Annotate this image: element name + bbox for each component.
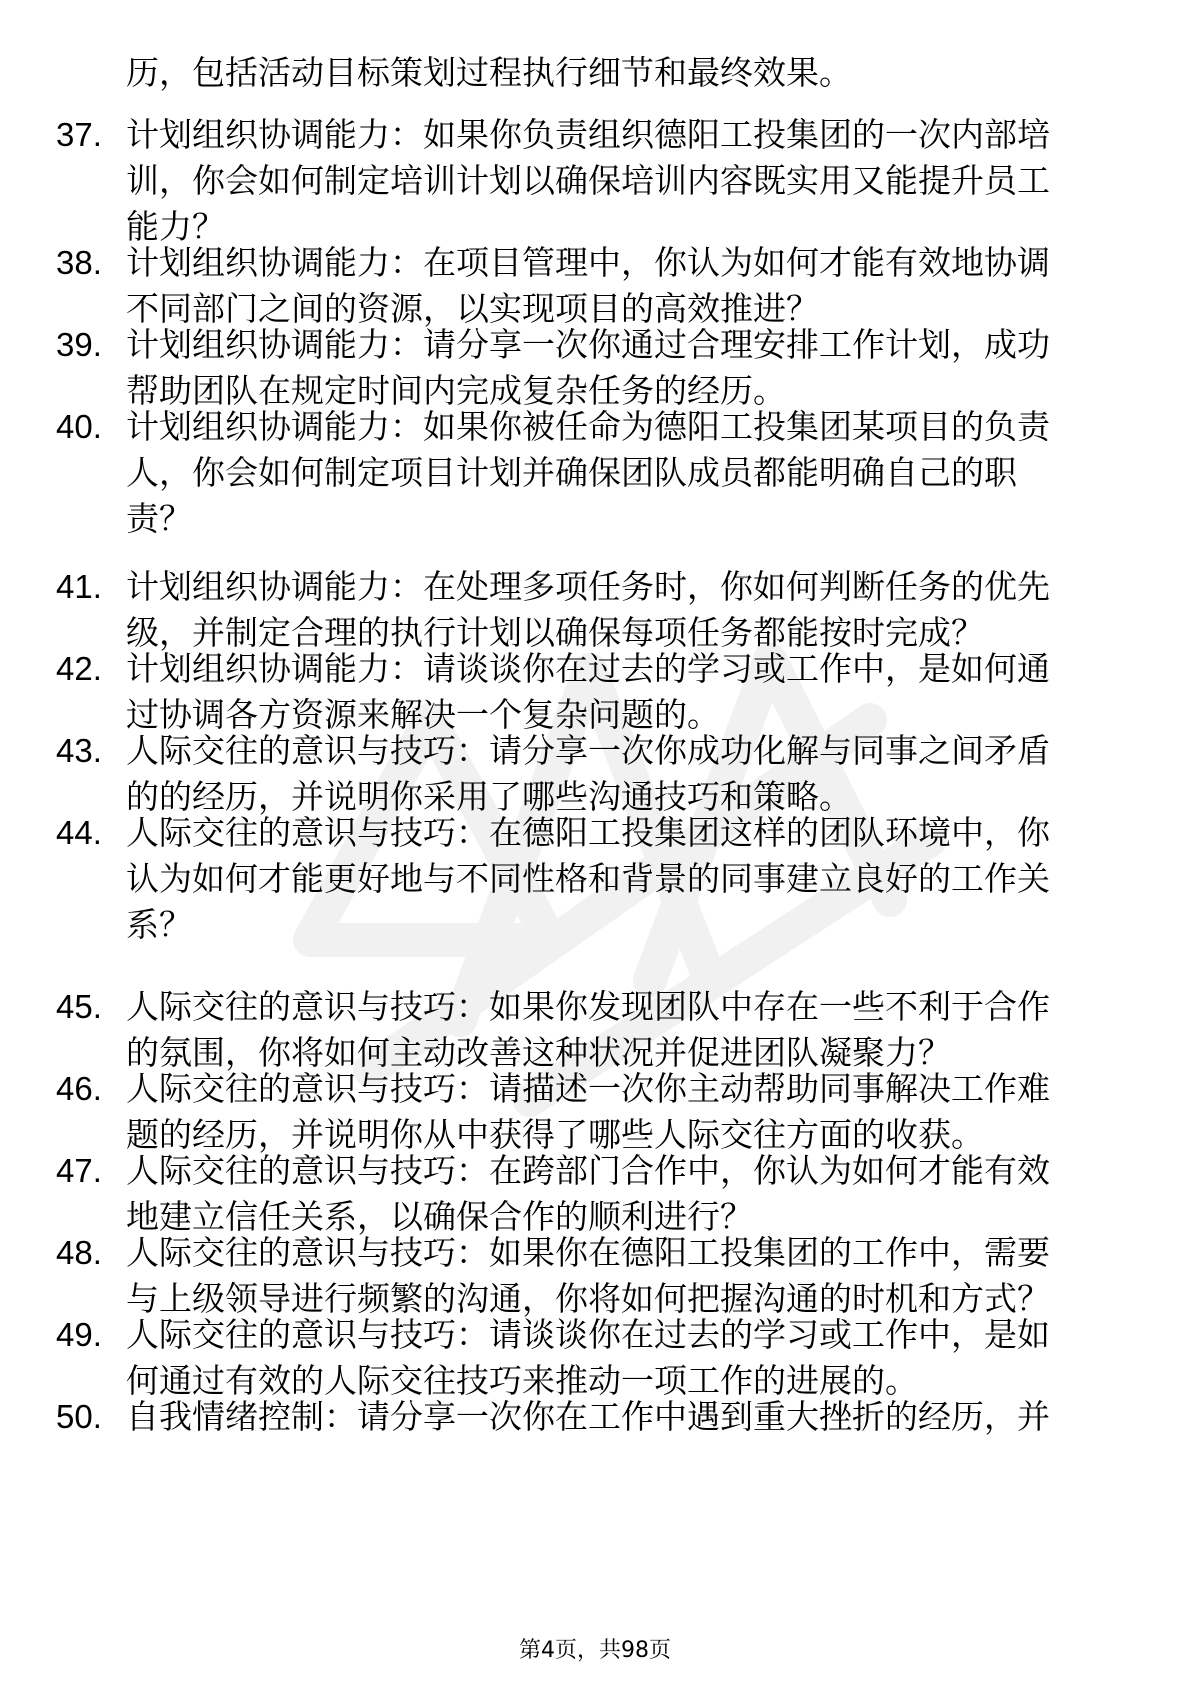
question-text-line: 的的经历，并说明你采用了哪些沟通技巧和策略。 [126, 777, 852, 816]
question-text-line: 级，并制定合理的执行计划以确保每项任务都能按时完成？ [126, 613, 984, 652]
question-number: 38. [56, 244, 102, 281]
question-number: 45. [56, 988, 102, 1025]
question-text-line: 能力？ [126, 207, 225, 246]
question-text-line: 计划组织协调能力：如果你负责组织德阳工投集团的一次内部培 [126, 115, 1050, 154]
question-text-line: 人际交往的意识与技巧：在德阳工投集团这样的团队环境中，你 [126, 813, 1050, 852]
question-text-line: 人际交往的意识与技巧：如果你在德阳工投集团的工作中，需要 [126, 1233, 1050, 1272]
question-number: 39. [56, 326, 102, 363]
question-number: 49. [56, 1316, 102, 1353]
question-text-line: 的氛围，你将如何主动改善这种状况并促进团队凝聚力？ [126, 1033, 951, 1072]
question-text-line: 训，你会如何制定培训计划以确保培训内容既实用又能提升员工 [126, 161, 1050, 200]
question-text-line: 人际交往的意识与技巧：请描述一次你主动帮助同事解决工作难 [126, 1069, 1050, 1108]
question-number: 37. [56, 116, 102, 153]
question-text-line: 计划组织协调能力：请分享一次你通过合理安排工作计划，成功 [126, 325, 1050, 364]
question-text-line: 人，你会如何制定项目计划并确保团队成员都能明确自己的职 [126, 453, 1017, 492]
question-text-line: 题的经历，并说明你从中获得了哪些人际交往方面的收获。 [126, 1115, 984, 1154]
question-text-line: 计划组织协调能力：在处理多项任务时，你如何判断任务的优先 [126, 567, 1050, 606]
question-text-line: 认为如何才能更好地与不同性格和背景的同事建立良好的工作关 [126, 859, 1050, 898]
page-footer: 第4页，共98页 [519, 1638, 671, 1663]
question-number: 46. [56, 1070, 102, 1107]
question-number: 47. [56, 1152, 102, 1189]
continuation-text: 历，包括活动目标策划过程执行细节和最终效果。 [126, 53, 852, 92]
question-number: 40. [56, 408, 102, 445]
question-text-line: 帮助团队在规定时间内完成复杂任务的经历。 [126, 371, 786, 410]
question-text-line: 过协调各方资源来解决一个复杂问题的。 [126, 695, 720, 734]
question-text-line: 系？ [126, 905, 192, 944]
question-text-line: 人际交往的意识与技巧：请谈谈你在过去的学习或工作中，是如 [126, 1315, 1050, 1354]
question-number: 50. [56, 1398, 102, 1435]
question-text-line: 不同部门之间的资源，以实现项目的高效推进？ [126, 289, 819, 328]
question-text-line: 计划组织协调能力：请谈谈你在过去的学习或工作中，是如何通 [126, 649, 1050, 688]
question-number: 41. [56, 568, 102, 605]
question-text-line: 责？ [126, 499, 192, 538]
question-number: 48. [56, 1234, 102, 1271]
question-number: 43. [56, 732, 102, 769]
question-number: 42. [56, 650, 102, 687]
question-text-line: 人际交往的意识与技巧：在跨部门合作中，你认为如何才能有效 [126, 1151, 1050, 1190]
question-text-line: 与上级领导进行频繁的沟通，你将如何把握沟通的时机和方式？ [126, 1279, 1050, 1318]
question-text-line: 计划组织协调能力：如果你被任命为德阳工投集团某项目的负责 [126, 407, 1050, 446]
question-text-line: 人际交往的意识与技巧：请分享一次你成功化解与同事之间矛盾 [126, 731, 1050, 770]
question-text-line: 人际交往的意识与技巧：如果你发现团队中存在一些不利于合作 [126, 987, 1050, 1026]
question-number: 44. [56, 814, 102, 851]
question-text-line: 地建立信任关系，以确保合作的顺利进行？ [126, 1197, 753, 1236]
question-text-line: 何通过有效的人际交往技巧来推动一项工作的进展的。 [126, 1361, 918, 1400]
question-text-line: 自我情绪控制：请分享一次你在工作中遇到重大挫折的经历，并 [126, 1397, 1050, 1436]
question-text-line: 计划组织协调能力：在项目管理中，你认为如何才能有效地协调 [126, 243, 1050, 282]
